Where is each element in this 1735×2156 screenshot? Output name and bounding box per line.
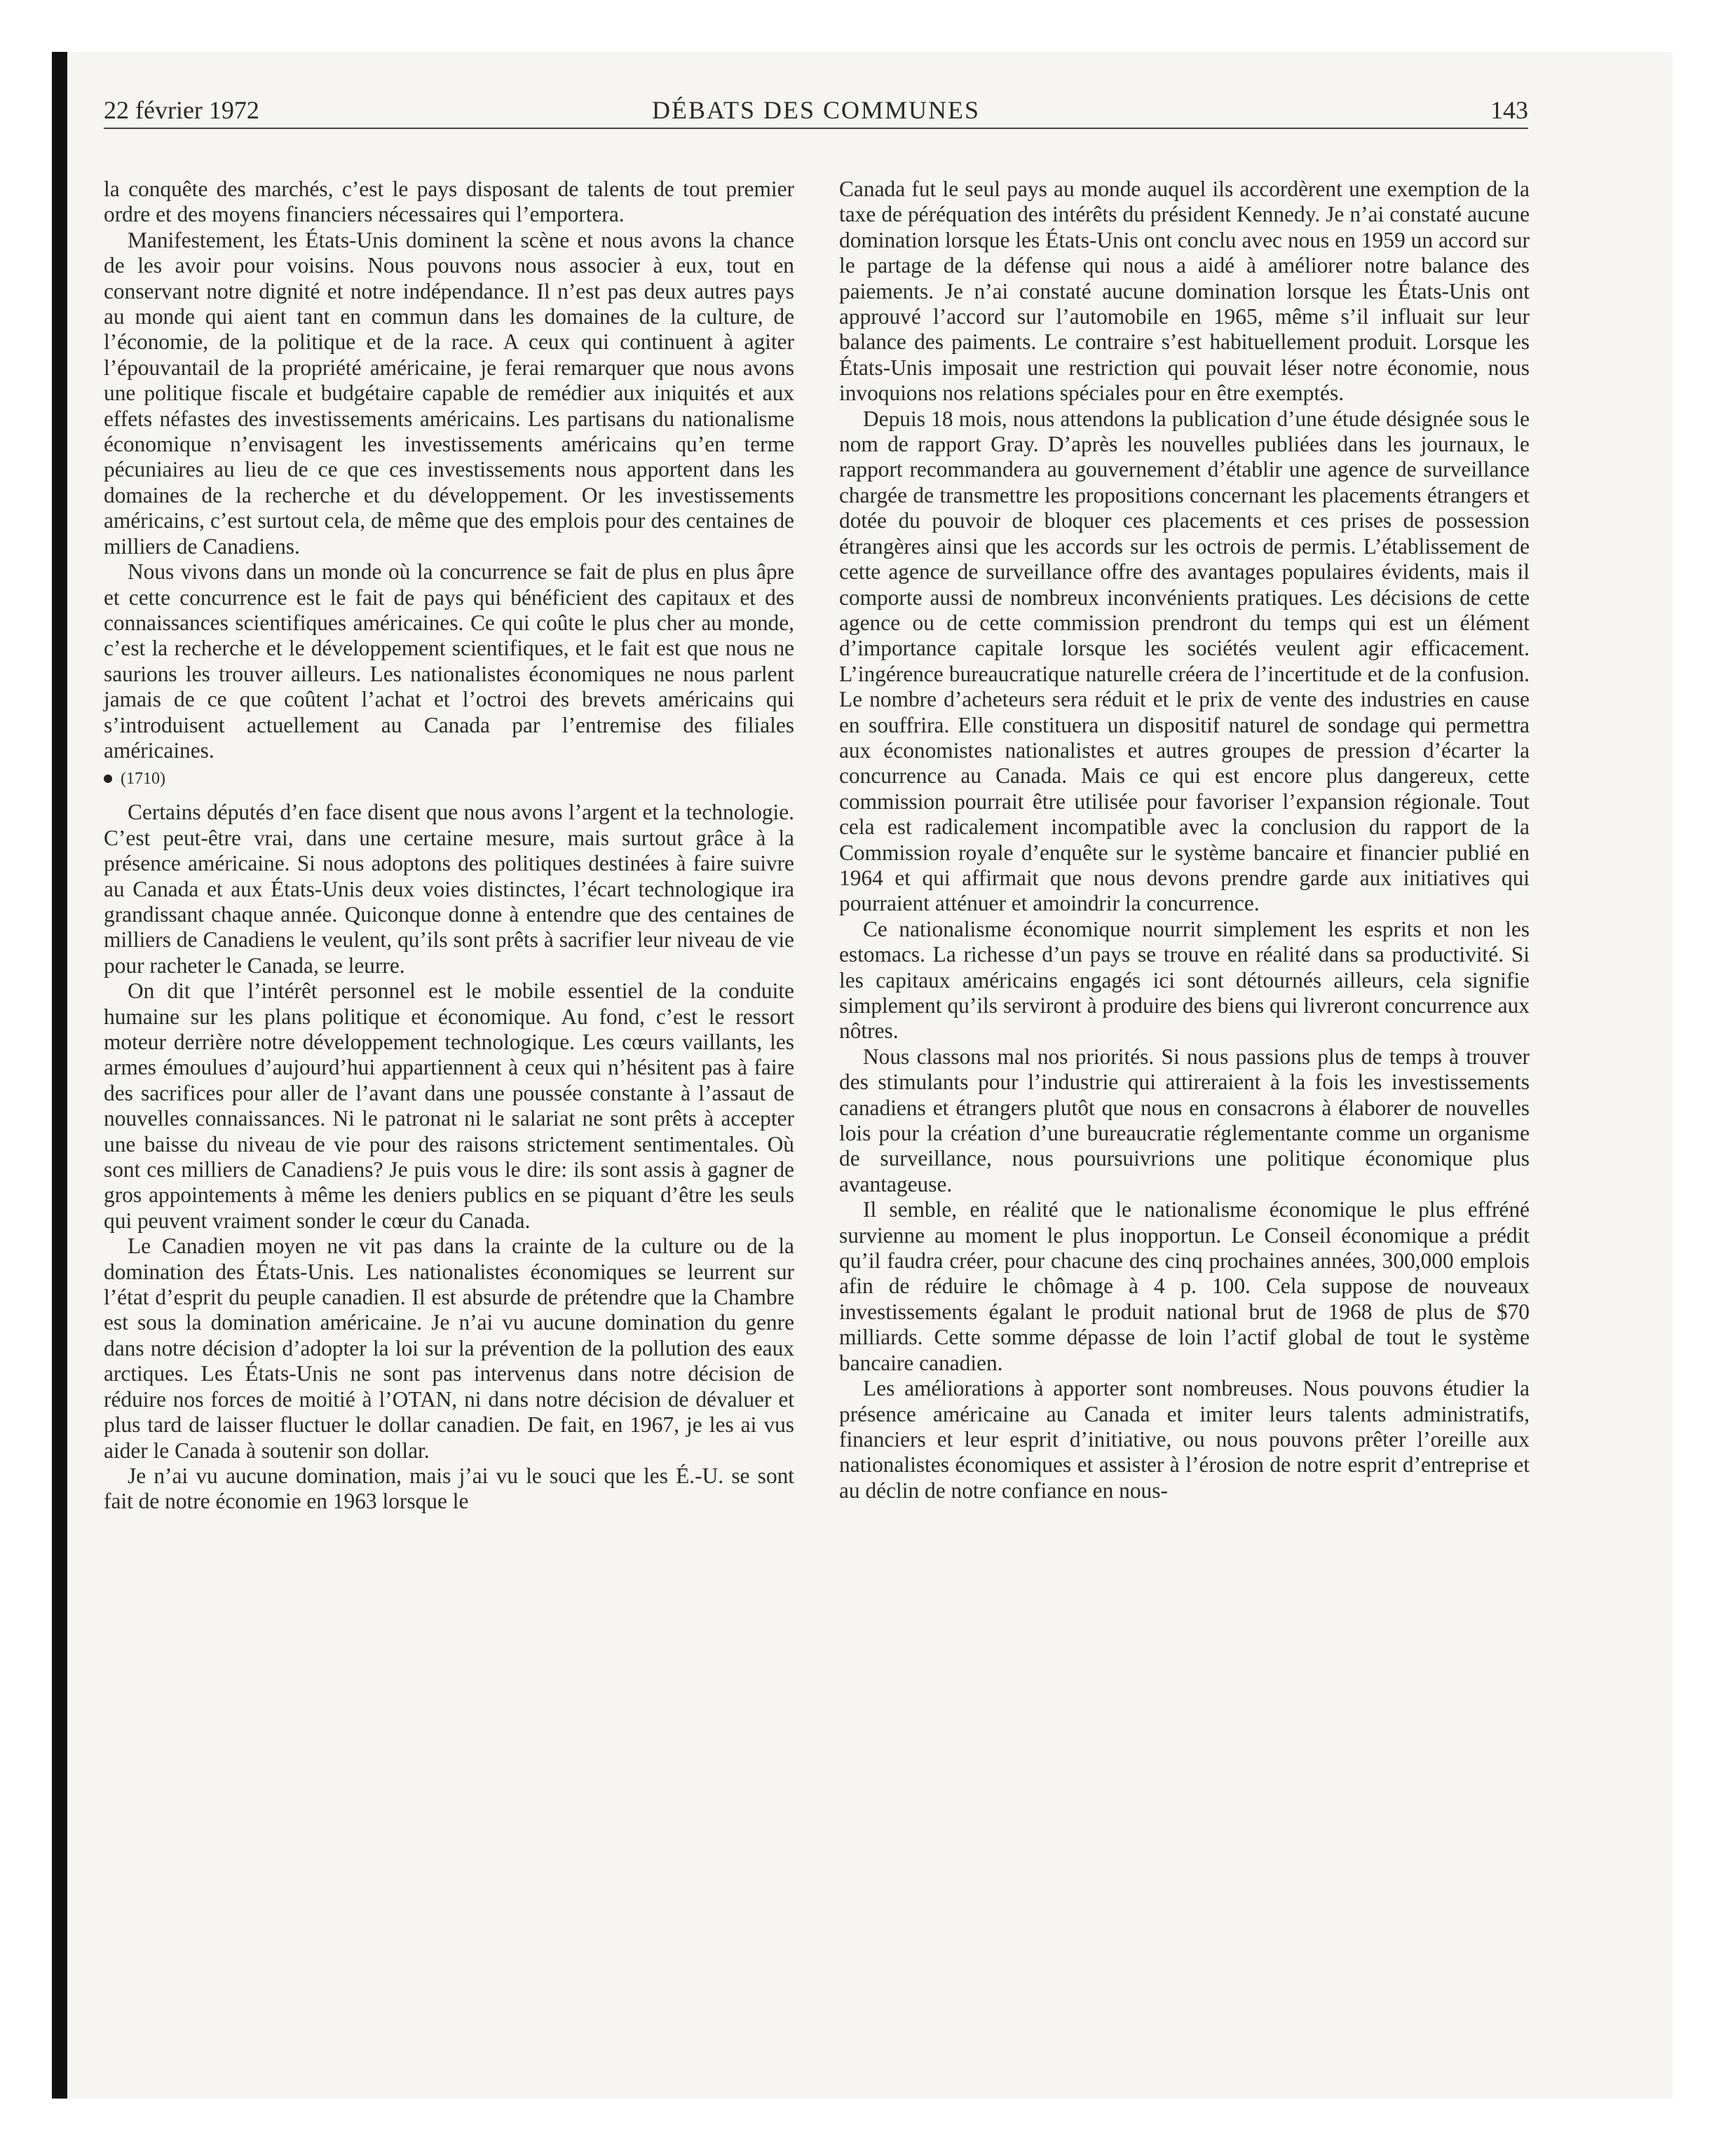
paragraph: On dit que l’intérêt personnel est le mobile essentiel de la conduite humaine sur les plans politique et économique. Au fond, c’est le ressort moteur derrière notre développement technologique. Les cœurs vaillants, les armes émoulues d’aujourd’hui appartiennent à ceux qui n’hésitent pas à faire des sacrifices pour aller de l’avant dans une poussée constante à l’assaut de nouvelles connaissances. Ni le patronat ni le salariat ne sont prêts à accepter une baisse du niveau de vie pour des raisons strictement sentimentales. Où sont ces milliers de Canadiens? Je puis vous le dire: ils sont assis à gagner de gros appointements à même les deniers publics en se piquant d’être les seuls qui peuvent vraiment sonder le cœur du Canada. [104,978,794,1233]
paragraph: Certains députés d’en face disent que nous avons l’argent et la technologie. C’est peut-être vrai, dans une certaine mesure, mais surtout grâce à la présence américaine. Si nous adoptons des politiques destinées à faire suivre au Canada et aux États-Unis deux voies distinctes, l’écart technologique ira grandissant chaque année. Quiconque donne à entendre que des centaines de milliers de Canadiens le veulent, qu’ils sont prêts à sacrifier leur niveau de vie pour racheter le Canada, se leurre. [104,800,794,978]
time-marker [104,767,794,790]
paragraph: Le Canadien moyen ne vit pas dans la crainte de la culture ou de la domination des États-Unis. Les nationalistes économiques se leurrent sur l’état d’esprit du peuple canadien. Il est absurde de prétendre que la Chambre est sous la domination américaine. Je n’ai vu aucune domination du genre dans notre décision d’adopter la loi sur la prévention de la pollution des eaux arctiques. Les États-Unis ne sont pas intervenus dans notre décision de réduire nos forces de moitié à l’OTAN, ni dans notre décision de dévaluer et plus tard de laisser fluctuer le dollar canadien. De fait, en 1967, je les ai vus aider le Canada à soutenir son dollar. [104,1234,794,1463]
paragraph: Nous vivons dans un monde où la concurrence se fait de plus en plus âpre et cette concurrence est le fait de pays qui bénéficient des capitaux et des connaissances scientifiques américaines. Ce qui coûte le plus cher au monde, c’est la recherche et le développement scientifiques, et le fait est que nous ne saurions les trouver ailleurs. Les nationalistes économiques ne nous parlent jamais de ce que coûtent l’achat et l’octroi des brevets américains qui s’introduisent actuellement au Canada par l’entremise des filiales américaines. [104,559,794,763]
header-page-number: 143 [1490,96,1528,124]
paragraph: Canada fut le seul pays au monde auquel ils accordèrent une exemption de la taxe de péréquation des intérêts du président Kennedy. Je n’ai constaté aucune domination lorsque les États-Unis ont conclu avec nous en 1959 un accord sur le partage de la défense qui nous a aidé à améliorer notre balance des paiements. Je n’ai constaté aucune domination lorsque les États-Unis ont approuvé l’accord sur l’automobile en 1965, même s’il influait sur leur balance des paiments. Le contraire s’est habituellement produit. Lorsque les États-Unis imposait une restriction qui pouvait léser notre économie, nous invoquions nos relations spéciales pour en être exemptés. [839,177,1530,406]
header-date: 22 février 1972 [104,96,259,124]
time-marker-label: (1710) [121,770,165,789]
left-column [104,177,794,2013]
paragraph: Nous classons mal nos priorités. Si nous passions plus de temps à trouver des stimulants pour l’industrie qui attireraient à la fois les investissements canadiens et étrangers plutôt que nous en consacrons à élaborer de nouvelles lois pour la création d’une bureaucratie réglementante comme un organisme de surveillance, nous poursuivrions une politique économique plus avantageuse. [839,1044,1530,1196]
bullet-icon [104,775,112,783]
header-title: DÉBATS DES COMMUNES [651,96,981,124]
paragraph: Depuis 18 mois, nous attendons la publication d’une étude désignée sous le nom de rapport Gray. D’après les nouvelles publiées dans les journaux, le rapport recommandera au gouvernement d’établir une agence de surveillance chargée de transmettre les propositions concernant les placements étrangers et dotée du pouvoir de bloquer ces placements et ces prises de possession étrangères ainsi que les accords sur les octrois de permis. L’établissement de cette agence de surveillance offre des avantages populaires évidents, mais il comporte aussi de nombreux inconvénients pratiques. Les décisions de cette agence ou de cette commission prendront du temps qui est un élément d’importance capitale lorsque les sociétés veulent agir efficacement. L’ingérence bureaucratique naturelle créera de l’incertitude et de la confusion. Le nombre d’acheteurs sera réduit et le prix de vente des industries en cause en souffrira. Elle constituera un dispositif naturel de sondage qui permettra aux économistes nationalistes et autres groupes de pression d’écarter la concurrence au Canada. Mais ce qui est encore plus dangereux, cette commission pourrait être utilisée pour favoriser l’expansion régionale. Tout cela est radicalement incompatible avec la conclusion du rapport de la Commission royale d’enquête sur le système bancaire et financier publié en 1964 et qui affirmait que nous devons prendre garde aux initiatives qui pourraient atténuer et amoindrir la concurrence. [839,406,1530,916]
paragraph: Ce nationalisme économique nourrit simplement les esprits et non les estomacs. La richesse d’un pays se trouve en réalité dans sa productivité. Si les capitaux américains engagés ici sont détournés ailleurs, cela signifie simplement qu’ils serviront à produire des biens qui livreront concurrence aux nôtres. [839,916,1530,1044]
paragraph: Il semble, en réalité que le nationalisme économique le plus effréné survienne au moment le plus inopportun. Le Conseil économique a prédit qu’il faudra créer, pour chacune des cinq prochaines années, 300,000 emplois afin de réduire le chômage à 4 p. 100. Cela suppose de nouveaux investissements égalant le produit national brut de 1968 de plus de $70 milliards. Cette somme dépasse de loin l’actif global de tout le système bancaire canadien. [839,1197,1530,1375]
page-header [104,91,1528,129]
paragraph: Manifestement, les États-Unis dominent la scène et nous avons la chance de les avoir pour voisins. Nous pouvons nous associer à eux, tout en conservant notre dignité et notre indépendance. Il n’est pas deux autres pays au monde qui aient tant en commun dans les domaines de la culture, de l’économie, de la politique et de la race. A ceux qui continuent à agiter l’épouvantail de la propriété américaine, je ferai remarquer que nous avons une politique fiscale et budgétaire capable de remédier aux iniquités et aux effets néfastes des investissements américains. Les partisans du nationalisme économique n’envisagent les investissements américains qu’en terme pécuniaires au lieu de ce que ces investissements nous apportent dans les domaines de la recherche et du développement. Or les investissements américains, c’est surtout cela, de même que des emplois pour des centaines de milliers de Canadiens. [104,227,794,559]
paragraph: la conquête des marchés, c’est le pays disposant de talents de tout premier ordre et des moyens financiers nécessaires qui l’emportera. [104,177,794,227]
right-column [839,177,1530,2013]
paragraph: Je n’ai vu aucune domination, mais j’ai vu le souci que les É.-U. se sont fait de notre économie en 1963 lorsque le [104,1463,794,1514]
paragraph: Les améliorations à apporter sont nombreuses. Nous pouvons étudier la présence américaine au Canada et imiter leurs talents administratifs, financiers et leur esprit d’initiative, ou nous pouvons prêter l’oreille aux nationalistes économiques et assister à l’érosion de notre esprit d’entreprise et au déclin de notre confiance en nous- [839,1376,1530,1503]
scan-border [52,52,67,2099]
